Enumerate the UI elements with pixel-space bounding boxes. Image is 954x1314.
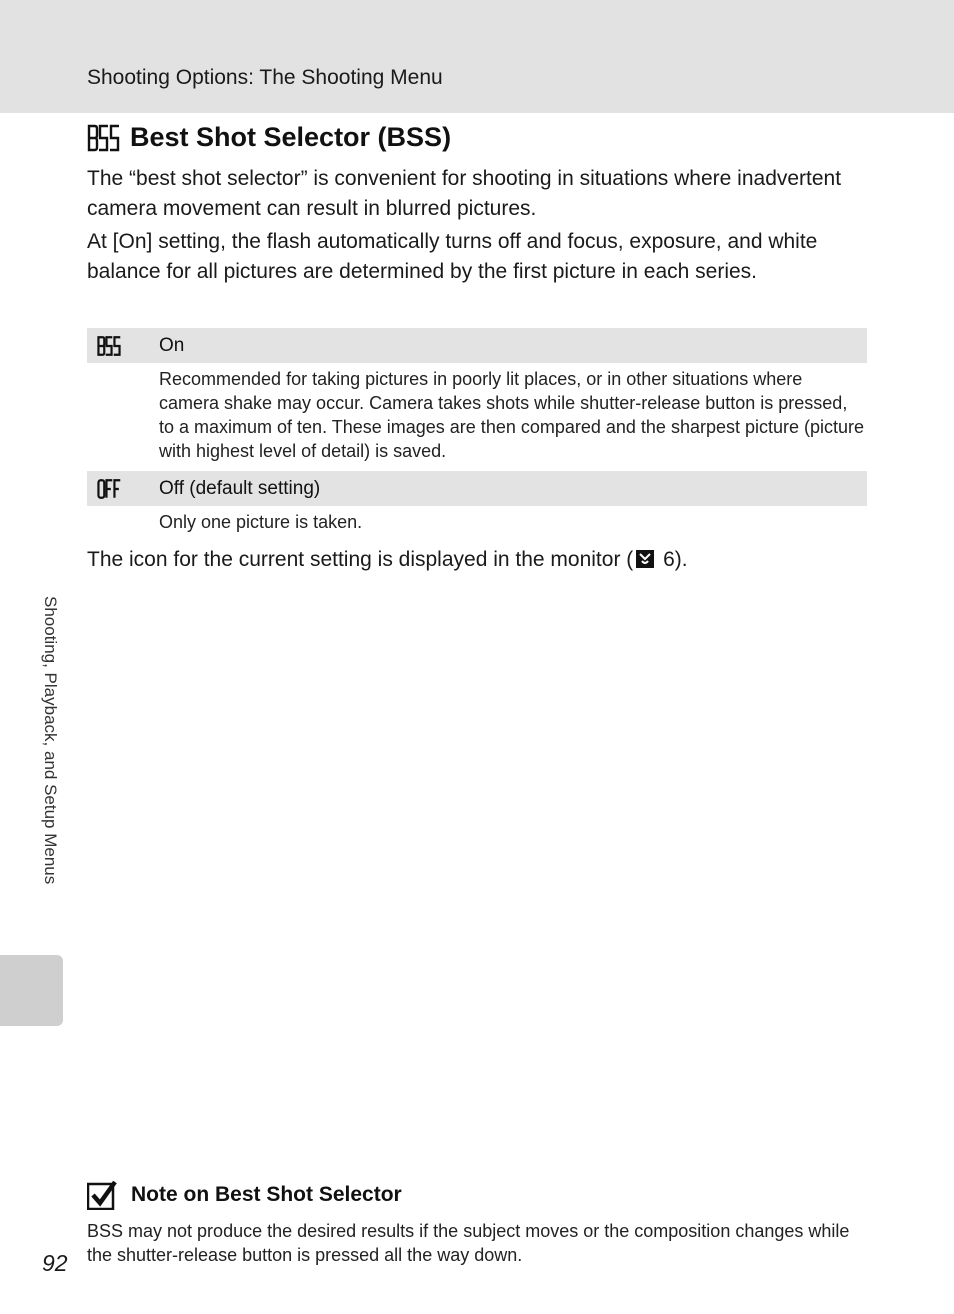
bss-icon bbox=[97, 335, 121, 357]
option-label: Off (default setting) bbox=[159, 477, 321, 499]
header-band bbox=[0, 0, 954, 113]
intro-paragraph: The “best shot selector” is convenient for shooting in situations where inadvertent camera movement can result in blurred pictures. bbox=[87, 167, 842, 220]
page-number: 92 bbox=[42, 1250, 68, 1276]
off-icon bbox=[97, 478, 121, 500]
option-row-off bbox=[87, 471, 867, 506]
option-description: Recommended for taking pictures in poorly lit places, or in other situations where camera shake may occur. Camera takes shots while shutter-release button is pressed, to a maximum of ten. These images are then compared and the sharpest picture (picture with highest level of detail) is saved. bbox=[159, 369, 865, 461]
option-row-on bbox=[87, 328, 867, 363]
side-tab-label: Shooting, Playback, and Setup Menus bbox=[41, 596, 60, 885]
note-body: BSS may not produce the desired results if the subject moves or the composition changes while the shutter-release button is pressed all the way down. bbox=[87, 1221, 850, 1265]
detail-paragraph: At [On] setting, the flash automatically turns off and focus, exposure, and white balance for all pictures are determined by the first picture in each series. bbox=[87, 230, 818, 283]
monitor-note-text: The icon for the current setting is displayed in the monitor ( bbox=[87, 548, 634, 571]
option-label: On bbox=[159, 334, 185, 356]
monitor-note-line bbox=[87, 545, 857, 575]
note-title: Note on Best Shot Selector bbox=[131, 1183, 402, 1206]
options-table bbox=[87, 328, 867, 542]
option-description: Only one picture is taken. bbox=[159, 512, 363, 532]
monitor-note-ref: 6). bbox=[657, 548, 688, 571]
bss-icon bbox=[87, 123, 120, 153]
side-tab bbox=[36, 596, 60, 941]
section-heading bbox=[87, 122, 451, 153]
page-reference-icon bbox=[635, 549, 655, 569]
check-mark-icon bbox=[87, 1180, 117, 1210]
section-title: Best Shot Selector (BSS) bbox=[130, 122, 452, 152]
note-heading bbox=[87, 1180, 402, 1210]
page-header-title: Shooting Options: The Shooting Menu bbox=[87, 66, 443, 89]
side-tab-marker bbox=[0, 955, 63, 1026]
